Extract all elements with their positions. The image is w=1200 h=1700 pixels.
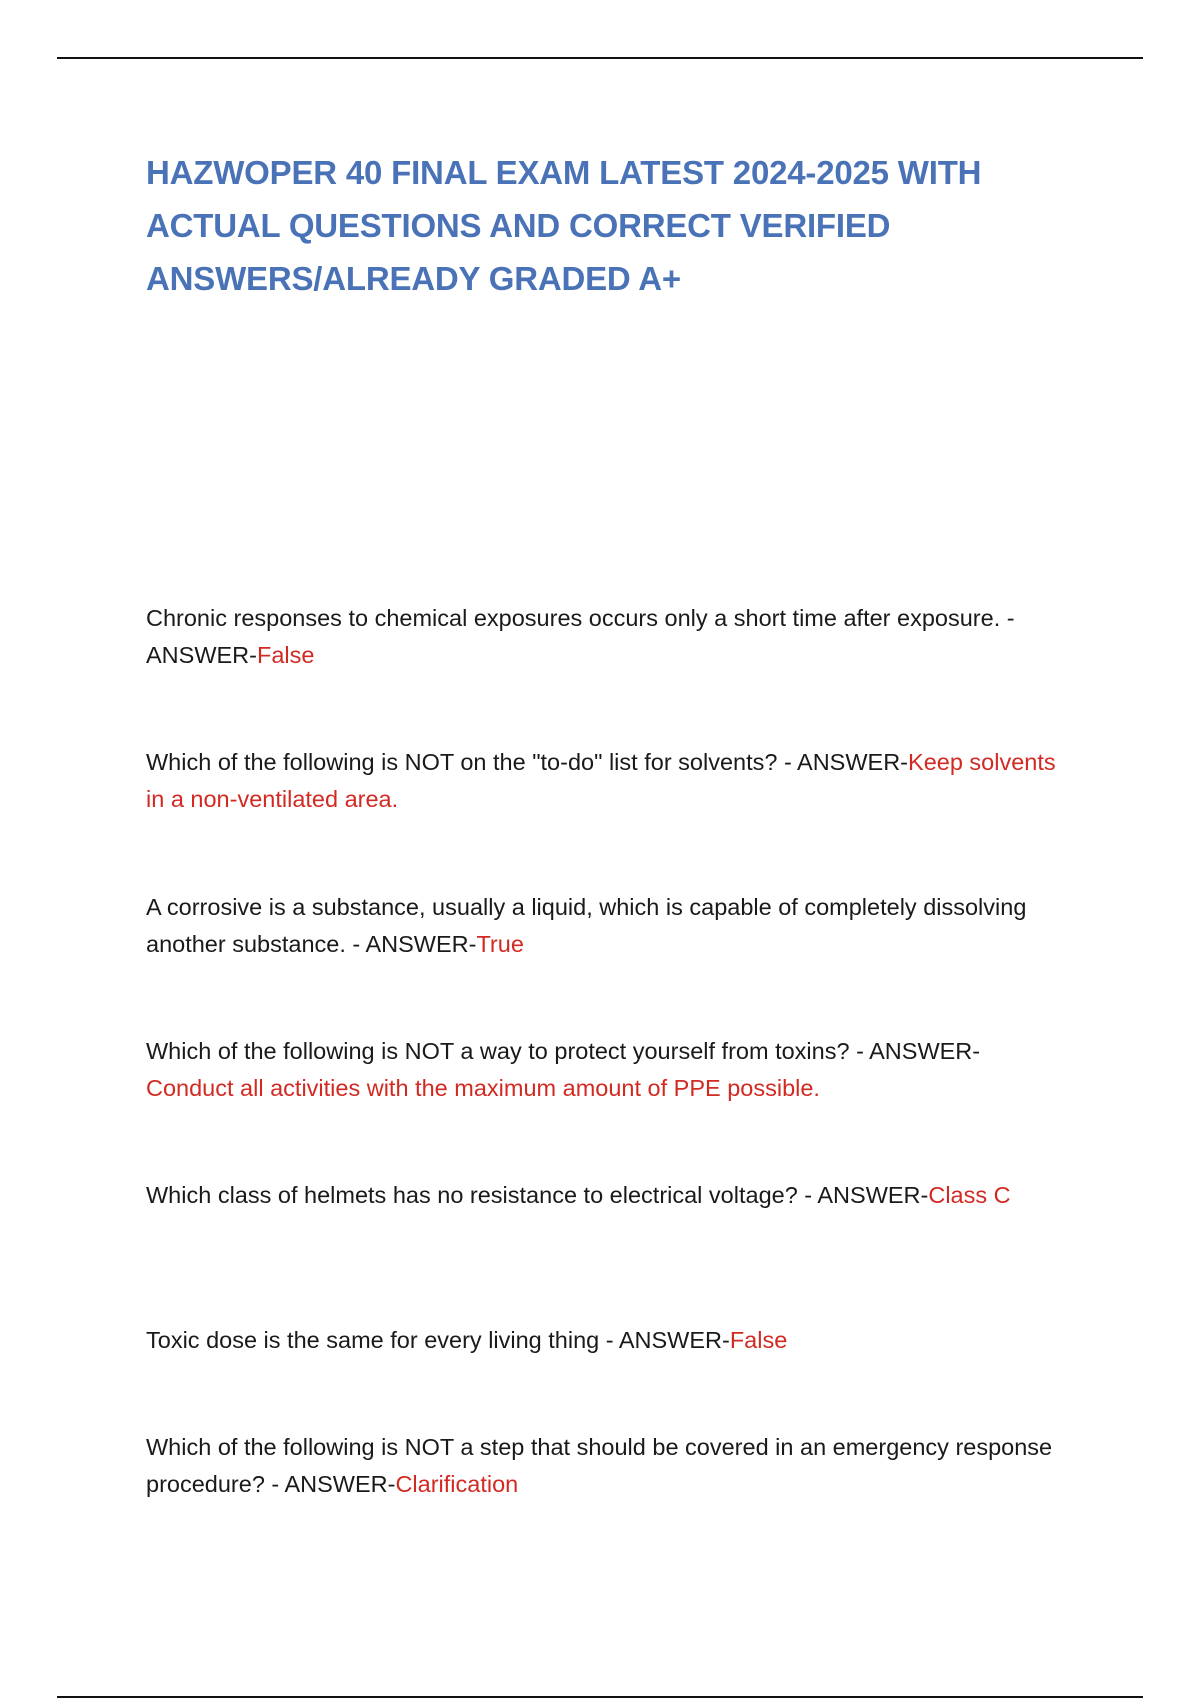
answer-separator: - ANSWER- — [146, 605, 1015, 668]
document-title: HAZWOPER 40 FINAL EXAM LATEST 2024-2025 WITH ACTUAL QUESTIONS AND CORRECT VERIFIED ANSWERS/ALREADY GRADED A+ — [146, 154, 982, 297]
answer-separator: - ANSWER- — [264, 1471, 396, 1497]
question-text: Chronic responses to chemical exposures occurs only a short time after exposure. — [146, 605, 1001, 631]
answer-text: True — [476, 931, 524, 957]
answer-separator: - ANSWER- — [849, 1038, 981, 1064]
answer-text: Keep solvents in a non-ventilated area. — [146, 749, 1056, 812]
answer-separator: - ANSWER- — [599, 1327, 730, 1353]
question-text: A corrosive is a substance, usually a liquid, which is capable of completely dissolving another substance. — [146, 894, 1027, 957]
header-rule — [57, 57, 1143, 59]
answer-text: False — [729, 1327, 788, 1353]
qa-item — [146, 1033, 1066, 1107]
qa-item — [146, 889, 1066, 963]
answer-separator: - ANSWER- — [777, 749, 909, 775]
question-text: Which of the following is NOT a way to protect yourself from toxins? — [146, 1038, 850, 1064]
question-text: Toxic dose is the same for every living thing — [146, 1327, 600, 1353]
qa-item — [146, 600, 1066, 674]
answer-text: False — [256, 642, 315, 668]
qa-item — [146, 1429, 1066, 1503]
answer-separator: - ANSWER- — [797, 1182, 929, 1208]
answer-text: Conduct all activities with the maximum amount of PPE possible. — [146, 1075, 820, 1101]
qa-item — [146, 1322, 1066, 1359]
question-text: Which class of helmets has no resistance to electrical voltage? — [146, 1182, 798, 1208]
footer-rule — [57, 1696, 1143, 1698]
answer-text: Class C — [928, 1182, 1011, 1208]
question-text: Which of the following is NOT a step that should be covered in an emergency response procedure? — [146, 1434, 1053, 1497]
qa-item — [146, 744, 1066, 818]
question-text: Which of the following is NOT on the "to-do" list for solvents? — [146, 749, 778, 775]
qa-item — [146, 1177, 1066, 1214]
answer-separator: - ANSWER- — [345, 931, 477, 957]
answer-text: Clarification — [395, 1471, 519, 1497]
